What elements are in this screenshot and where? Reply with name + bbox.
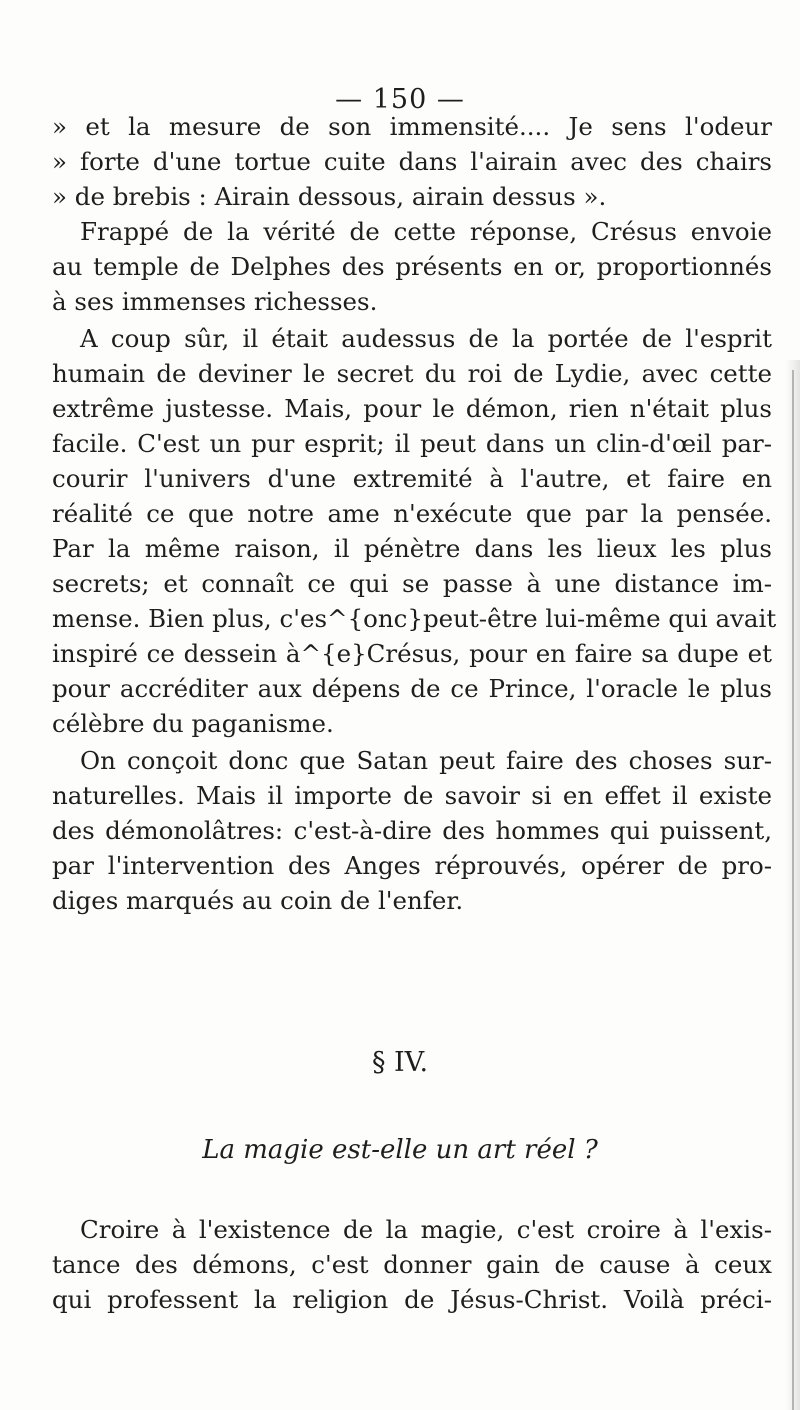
text-line: Par la même raison, il pénètre dans les lieux les plus [52,534,772,563]
text-line: inspiré ce dessein à^{e}Crésus, pour en faire sa dupe et [52,639,772,668]
text-line: extrême justesse. Mais, pour le démon, rien n'était plus [52,394,772,423]
text-line: On conçoit donc que Satan peut faire des choses sur- [80,746,772,775]
text-line: par l'intervention des Anges réprouvés, opérer de pro- [52,851,772,880]
text-line: » et la mesure de son immensité.... Je sens l'odeur [52,112,772,141]
text-line: humain de deviner le secret du roi de Lydie, avec cette [52,359,772,388]
text-line: facile. C'est un pur esprit; il peut dans un clin-d'œil par- [52,429,772,458]
page-edge-line [792,370,794,1410]
page-number: — 150 — [335,84,465,115]
text-line: des démonolâtres: c'est-à-dire des hommes qui puissent, [52,816,772,845]
section-number: § IV. [371,1047,429,1078]
text-line: à ses immenses richesses. [52,287,378,316]
text-line: » forte d'une tortue cuite dans l'airain avec des chairs [52,147,772,176]
text-line: naturelles. Mais il importe de savoir si en effet il existe [52,781,772,810]
text-line: au temple de Delphes des présents en or, proportionnés [52,252,772,281]
text-line: mense. Bien plus, c'es^{onc}peut-être lui-même qui avait [52,604,777,633]
text-line: célèbre du paganisme. [52,709,334,738]
section-title: La magie est-elle un art réel ? [202,1135,598,1165]
text-line: réalité ce que notre ame n'exécute que par la pensée. [52,499,772,528]
text-line: diges marqués au coin de l'enfer. [52,886,464,915]
text-line: Croire à l'existence de la magie, c'est croire à l'exis- [80,1215,772,1244]
text-line: A coup sûr, il était audessus de la portée de l'esprit [80,324,772,353]
text-line: secrets; et connaît ce qui se passe à une distance im- [52,569,772,598]
text-line: Frappé de la vérité de cette réponse, Crésus envoie [80,217,772,246]
text-line: pour accréditer aux dépens de ce Prince, l'oracle le plus [52,674,772,703]
text-line: courir l'univers d'une extremité à l'autre, et faire en [52,464,772,493]
text-line: » de brebis : Airain dessous, airain dessus ». [52,182,607,211]
text-line: tance des démons, c'est donner gain de cause à ceux [52,1250,772,1279]
text-line: qui professent la religion de Jésus-Christ. Voilà préci- [52,1285,772,1314]
